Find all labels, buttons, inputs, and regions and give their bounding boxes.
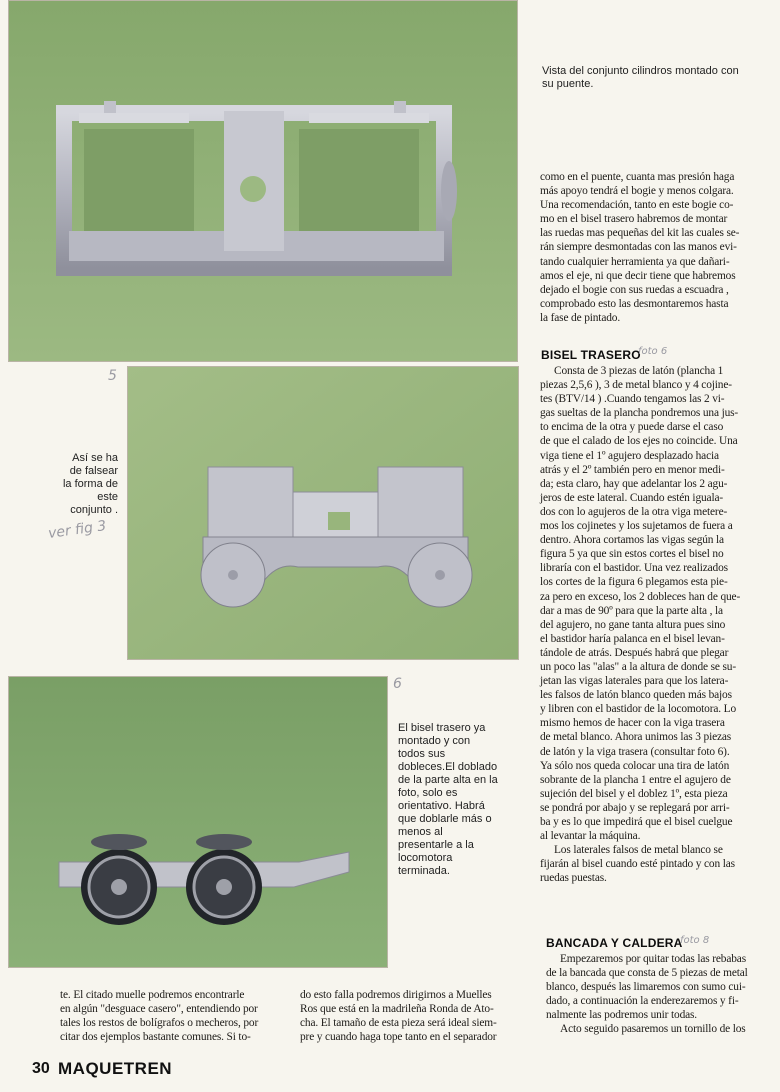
bisel-line: viga tiene el 1º agujero desplazado hacia [540, 449, 719, 462]
bottom-left-line: tales los restos de bolígrafos o mecheros, por [60, 1017, 259, 1030]
caption-line: de la parte alta en la [398, 774, 498, 786]
photo-bisel-shape [127, 366, 519, 660]
bottom-left-line: en algún "desguace casero", entendiendo por [60, 1003, 258, 1016]
photo-cylinder-assembly [8, 0, 518, 362]
bisel-line: al levantar la máquina. [540, 830, 641, 843]
bottom-middle-column [300, 988, 522, 1044]
intro-line: tando cualquier herramienta ya que dañari- [540, 255, 730, 268]
caption-line: Así se ha [72, 452, 118, 464]
bisel-trasero-text [540, 364, 766, 885]
bisel-shape-image [128, 367, 518, 659]
wheel-right [186, 849, 262, 925]
pencil-note-ver-fig: ver fig 3 [47, 518, 108, 542]
intro-line: más apoyo tendrá el bogie y menos colgara. [540, 185, 734, 198]
caption-line: la forma de [62, 478, 118, 490]
caption-line: todos sus [398, 748, 446, 760]
caption-line: terminada. [398, 865, 450, 877]
photo-bisel-mounted [8, 676, 388, 968]
bisel-line: dos con lo agujeros de la otra viga metere- [540, 505, 728, 518]
intro-line: como en el puente, cuanta mas presión haga [540, 171, 735, 183]
bancada-line: nalmente las podremos unir todas. [546, 1009, 698, 1022]
bancada-caldera-text [546, 952, 768, 1037]
bisel-line: del agujero, no gane tanta altura pues sino [540, 618, 726, 631]
bisel-line: los cortes de la figura 6 plegamos esta pie- [540, 576, 728, 589]
bisel-line: piezas 2,5,6 ), 3 de metal blanco y 4 cojine- [540, 379, 732, 392]
intro-line: comprobado esto las desmontaremos hasta [540, 297, 729, 310]
figure-number-6: 6 [393, 676, 402, 692]
intro-line: la fase de pintado. [540, 311, 621, 324]
intro-line: Una recomendación, tanto en este bogie co- [540, 199, 734, 212]
bisel-line: mos los cojinetes y los sujetamos de fuera a [540, 520, 733, 533]
bottom-left-line: citar dos ejemplos bastante comunes. Si to- [60, 1031, 251, 1044]
bottom-mid-line: cha. El tamaño de esta pieza será ideal siem- [300, 1017, 497, 1030]
bottom-photo-caption [398, 722, 510, 878]
bottom-mid-line: Ros que está en la madrileña Ronda de Ato- [300, 1003, 494, 1016]
bisel-line: sujeción del bisel y el doblez 1º, esta pieza [540, 787, 728, 800]
bisel-line: dentro. Ahora cortamos las vigas según la [540, 534, 724, 547]
pencil-note-foto-8: foto 8 [680, 935, 710, 946]
intro-line: dejado el bogie con sus ruedas a escuadra , [540, 283, 729, 296]
intro-line: amos el eje, ni que decir tiene que habremos [540, 269, 736, 282]
bisel-line: de metal blanco. Ahora unimos las 3 piezas [540, 731, 732, 744]
bisel-line: jetan las vigas laterales para que los latera- [540, 675, 729, 688]
cylinder-assembly-image [9, 1, 517, 361]
bottom-mid-line: do esto falla podremos dirigirnos a Muelles [300, 989, 492, 1001]
bisel-line: atrás y el 2º también pero en menor medi- [540, 463, 725, 476]
bisel-line: de que el calado de los ejes no coincide. Una [540, 435, 738, 448]
caption-line: foto, solo es [398, 787, 458, 799]
caption-line: El bisel trasero ya [398, 722, 486, 734]
bancada-line: blanco, después las limaremos con sumo cui- [546, 981, 746, 994]
caption-line: dobleces.El doblado [398, 761, 498, 773]
caption-line: orientativo. Habrá [398, 800, 485, 812]
bisel-mounted-image [9, 677, 387, 967]
bisel-line: ruedas puestas. [540, 872, 607, 885]
bisel-line: Ya sólo nos queda colocar una tira de latón [540, 759, 730, 772]
bisel-line: dar a mas de 90º para que la parte alta , la [540, 604, 723, 617]
bisel-line: tándole de atrás. Después habrá que plegar [540, 646, 729, 659]
bisel-line: Consta de 3 piezas de latón (plancha 1 [554, 365, 724, 377]
intro-line: mo en el bisel trasero habremos de montar [540, 213, 728, 226]
bisel-line: y libren con el bastidor de la locomotora. Lo [540, 703, 737, 716]
wheel-left [81, 849, 157, 925]
bisel-line: jeros de este lateral. Cuando estén iguala- [540, 491, 724, 504]
bisel-line: da; esta claro, hay que adelantar los 2 agu- [540, 477, 728, 490]
magazine-name: MAQUETREN [58, 1059, 173, 1078]
middle-photo-caption [50, 452, 118, 517]
bisel-line: sobrante de la plancha 1 entre el agujero de [540, 773, 731, 786]
bisel-line: tes (BTV/14 ) .Cuando tengamos las 2 vi- [540, 393, 725, 406]
bisel-line: de latón y la viga trasera (consultar foto 6). [540, 745, 730, 758]
bisel-line: les falsos de latón blanco queden más bajos [540, 689, 732, 702]
bottom-left-line: te. El citado muelle podremos encontrarle [60, 989, 245, 1001]
intro-line: las ruedas mas pequeñas del kit las cuales se- [540, 227, 740, 240]
bottom-mid-line: pre y cuando haga tope tanto en el separador [300, 1031, 497, 1044]
bisel-line: Los laterales falsos de metal blanco se [554, 844, 723, 857]
bancada-line: dado, a continuación la enderezaremos y fi- [546, 995, 739, 1008]
bisel-line: fijarán al bisel cuando esté pintado y con las [540, 858, 735, 871]
bisel-line: libraría con el bastidor. Una vez realizados [540, 562, 728, 575]
caption-line: conjunto . [70, 504, 118, 516]
bisel-line: el bastidor haría palanca en el bisel levan- [540, 632, 725, 645]
caption-line: presentarle a la [398, 839, 474, 851]
pencil-note-foto-6: foto 6 [638, 346, 668, 357]
bisel-line: mismo hemos de hacer con la viga trasera [540, 717, 725, 730]
intro-line: rán siempre desmontadas con las manos evi- [540, 241, 737, 254]
bisel-line: gas sueltas de la plancha pondremos una jus- [540, 407, 739, 420]
bisel-line: se pondrá por abajo y se replegará por arri- [540, 801, 730, 814]
caption-line: menos al [398, 826, 443, 838]
page-number: 30 [32, 1060, 50, 1077]
caption-line: este [97, 491, 118, 503]
bancada-line: Empezaremos por quitar todas las rebabas [560, 953, 746, 965]
bisel-line: za pero en exceso, los 2 dobleces han de que- [540, 590, 741, 603]
bottom-left-column [60, 988, 282, 1044]
top-photo-caption: Vista del conjunto cilindros montado con su puente. [542, 65, 739, 90]
bisel-line: to encima de la otra y puede darse el caso [540, 421, 724, 434]
bisel-line: un poco las "alas" a la altura de donde se su- [540, 660, 736, 673]
caption-line: de falsear [69, 465, 118, 477]
bisel-line: figura 5 ya que sin estos cortes el bisel no [540, 548, 724, 561]
bancada-line: de la bancada que consta de 5 piezas de metal [546, 967, 748, 980]
figure-number-5: 5 [108, 368, 117, 384]
heading-bisel-trasero: BISEL TRASERO [541, 348, 641, 362]
heading-bancada-caldera: BANCADA Y CALDERA [546, 936, 683, 950]
caption-line: montado y con [398, 735, 471, 747]
right-column-intro [540, 170, 766, 325]
bisel-line: ba y es lo que impedirá que el bisel cuelgue [540, 816, 733, 828]
caption-line: que doblarle más o [398, 813, 492, 825]
caption-line: locomotora [398, 852, 453, 864]
bancada-line: Acto seguido pasaremos un tornillo de los [560, 1023, 746, 1036]
